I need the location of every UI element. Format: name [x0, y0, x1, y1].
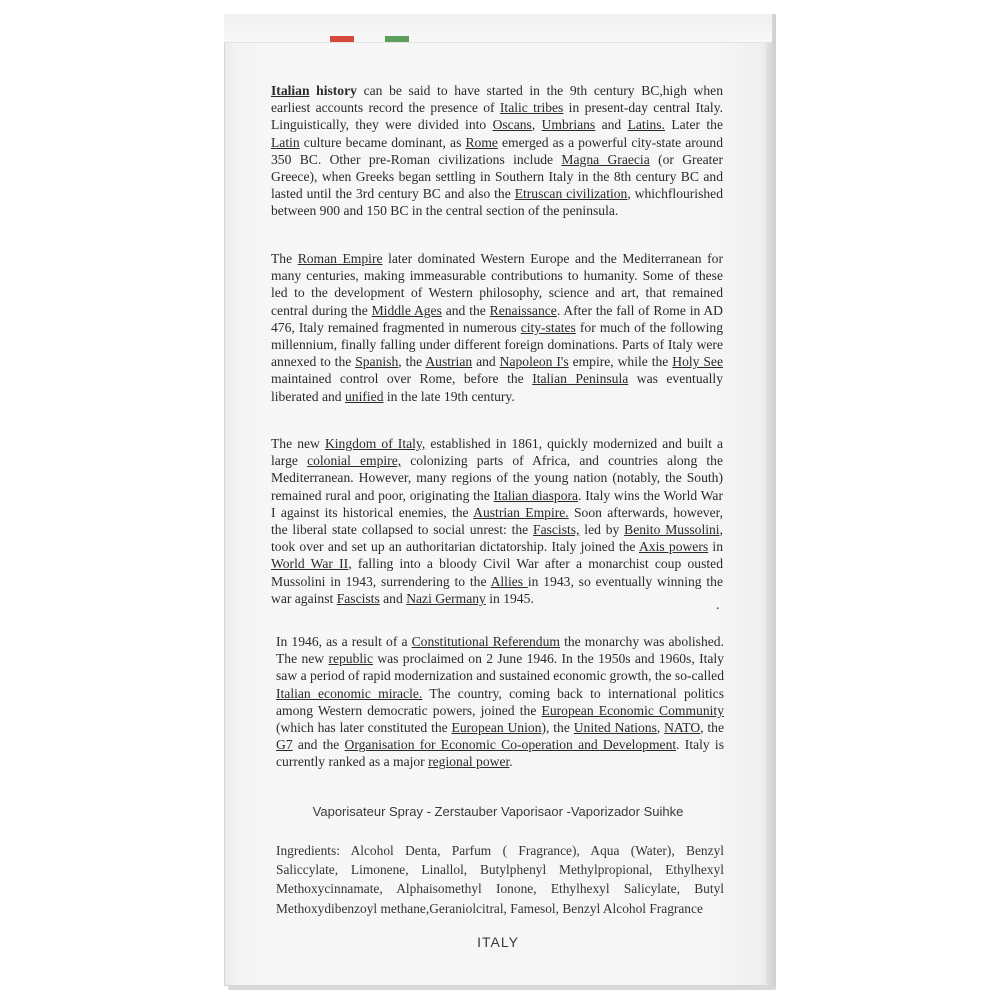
link-roman-empire[interactable]: Roman Empire	[297, 251, 383, 266]
link-austrian-empire[interactable]: Austrian Empire.	[473, 504, 569, 520]
text: , the	[700, 720, 725, 736]
ingredients-list: Ingredients: Alcohol Denta, Parfum ( Fragrance), Aqua (Water), Benzyl Saliccylate, Limonene, Linallol, Butylphenyl Methylpropional, Ethylhexyl Methoxycinnamate, Alphaisomethyl Ionone, Ethylhexyl Salicylate, Butyl Methoxydibenzoyl methane,Geraniolcitral, Famesol, Benzyl Alcohol Fragrance	[276, 843, 724, 916]
text: The	[271, 251, 298, 266]
text: , took over and set up an authoritarian dictatorship. Italy joined the	[271, 522, 723, 555]
link-nato[interactable]: NATO	[664, 720, 701, 736]
text: . Italy is currently ranked as a major	[276, 737, 724, 770]
text: in	[708, 539, 723, 555]
link-constitutional-referendum[interactable]: Constitutional Referendum	[411, 634, 560, 649]
text: and	[472, 354, 500, 370]
text: colonizing parts of Africa, and countries along the Mediterranean. However, many regions of the young nation (notably, the South) remained rural and poor, originating the	[271, 453, 723, 503]
text: In 1946, as a result of a	[276, 634, 412, 649]
text: later dominated Western Europe and the Mediterranean for many centuries, making immeasurable contributions to humanity. Some of these led to the development of Western philosophy, science and art, that remained central during the	[271, 251, 723, 318]
text: was eventually liberated and	[271, 371, 724, 404]
text: . After the fall of Rome in AD 476, Italy remained fragmented in numerous	[271, 302, 723, 335]
link-regional-power[interactable]: regional power	[428, 754, 510, 770]
history-paragraph-4	[276, 633, 724, 771]
link-benito-mussolini[interactable]: Benito Mussolini	[624, 522, 720, 538]
text: Soon afterwards, however, the liberal state collapsed to social unrest: the	[271, 504, 723, 538]
text: empire, while the	[568, 354, 673, 370]
link-italian-peninsula[interactable]: Italian Peninsula	[532, 371, 629, 387]
link-city-states[interactable]: city-states	[520, 319, 576, 335]
text: and the	[441, 302, 490, 318]
text: established in 1861, quickly modernized and built a large	[271, 436, 723, 469]
text: . Italy wins the World War I against its historical enemies, the	[271, 487, 723, 520]
link-g7[interactable]: G7	[276, 737, 293, 753]
link-united-nations[interactable]: United Nations	[573, 720, 657, 736]
text: .	[509, 754, 513, 770]
link-latins[interactable]: Latins.	[627, 117, 665, 133]
flag-stripe-green	[385, 36, 409, 42]
link-axis-powers[interactable]: Axis powers	[638, 539, 709, 555]
text: culture became dominant, as	[299, 134, 466, 150]
link-allies[interactable]: Allies	[490, 573, 528, 589]
text: and the	[292, 737, 345, 753]
link-oecd[interactable]: Organisation for Economic Co-operation and Development	[344, 737, 677, 753]
history-paragraph-3	[271, 435, 723, 607]
link-italic-tribes[interactable]: Italic tribes	[499, 100, 564, 116]
link-fascists[interactable]: Fascists,	[533, 522, 580, 538]
text: The new	[271, 436, 325, 451]
link-italian-economic-miracle[interactable]: Italian economic miracle.	[276, 685, 423, 701]
country-of-origin: ITALY	[477, 934, 519, 950]
link-nazi-germany[interactable]: Nazi Germany	[406, 590, 486, 606]
stray-dot: .	[716, 597, 720, 612]
link-etruscan-civilization[interactable]: Etruscan civilization	[514, 186, 628, 202]
link-italian-diaspora[interactable]: Italian diaspora	[493, 487, 579, 503]
history-title-suffix: history	[309, 83, 357, 98]
box-side-edge	[766, 14, 776, 986]
link-european-economic-community[interactable]: European Economic Community	[541, 702, 724, 718]
text: for much of the following millennium, finally falling under different foreign dominations. Parts of Italy were annexed to the	[271, 319, 723, 370]
text: was proclaimed on 2 June 1946. In the 1950s and 1960s, Italy saw a period of rapid modernization and sustained economic growth, the so-called	[276, 651, 724, 684]
history-paragraph-2	[271, 250, 723, 405]
history-title-word: Italian	[271, 83, 310, 98]
spray-line: Vaporisateur Spray - Zerstauber Vaporisaor -Vaporizador Suihke	[312, 804, 684, 819]
flag-stripe-red	[330, 36, 354, 42]
text: maintained control over Rome, before the	[271, 371, 533, 387]
link-renaissance[interactable]: Renaissance	[489, 302, 557, 318]
box-top-flap	[224, 14, 772, 43]
text: the monarchy was abolished. The new	[276, 634, 724, 667]
link-european-union[interactable]: European Union	[451, 720, 542, 736]
text: in the late 19th century.	[383, 388, 515, 404]
link-world-war-ii[interactable]: World War II	[271, 556, 349, 572]
text: in 1943, so eventually winning the war against	[271, 573, 723, 606]
link-magna-graecia[interactable]: Magna Graecia	[561, 151, 650, 167]
text: can be said to have started in the 9th century BC,high when earliest accounts record the presence of	[271, 83, 723, 116]
link-umbrians[interactable]: Umbrians	[541, 117, 596, 133]
text: , falling into a bloody Civil War after a monarchist coup ousted Mussolini in 1943, surrendering to the	[271, 556, 723, 589]
link-spanish[interactable]: Spanish	[355, 354, 399, 370]
link-rome[interactable]: Rome	[465, 134, 498, 150]
link-holy-see[interactable]: Holy See	[672, 354, 723, 370]
text: (which has later constituted the	[276, 720, 452, 736]
text: in present-day central Italy. Linguistically, they were divided into	[271, 100, 724, 133]
link-kingdom-of-italy[interactable]: Kingdom of Italy,	[324, 436, 426, 451]
text: ), the	[541, 720, 574, 736]
history-paragraph-1	[271, 82, 723, 220]
text: , the	[398, 354, 426, 370]
link-middle-ages[interactable]: Middle Ages	[371, 302, 442, 318]
text: ,	[656, 720, 665, 736]
text: and	[595, 117, 628, 133]
link-colonial-empire[interactable]: colonial empire,	[307, 453, 402, 469]
text: The country, coming back to international politics among Western democratic powers, joined the	[276, 685, 725, 718]
link-oscans[interactable]: Oscans	[492, 117, 532, 133]
link-unified[interactable]: unified	[344, 388, 384, 404]
link-republic[interactable]: republic	[328, 651, 373, 667]
text: emerged as a powerful city-state around 350 BC. Other pre-Roman civilizations include	[271, 134, 723, 167]
link-latin[interactable]: Latin	[271, 134, 300, 150]
link-napoleon[interactable]: Napoleon I's	[499, 354, 569, 370]
text: led by	[579, 522, 625, 538]
text: ,	[531, 117, 542, 133]
text: in 1945.	[485, 590, 534, 606]
text: and	[379, 590, 407, 606]
text: (or Greater Greece), when Greeks began settling in Southern Italy in the 8th century BC and lasted until the 3rd century BC and also the	[271, 151, 723, 202]
link-austrian[interactable]: Austrian	[425, 354, 473, 370]
text: Later the	[664, 117, 723, 133]
link-fascists-2[interactable]: Fascists	[336, 590, 380, 606]
text: , whichflourished between 900 and 150 BC in the central section of the peninsula.	[271, 186, 724, 219]
